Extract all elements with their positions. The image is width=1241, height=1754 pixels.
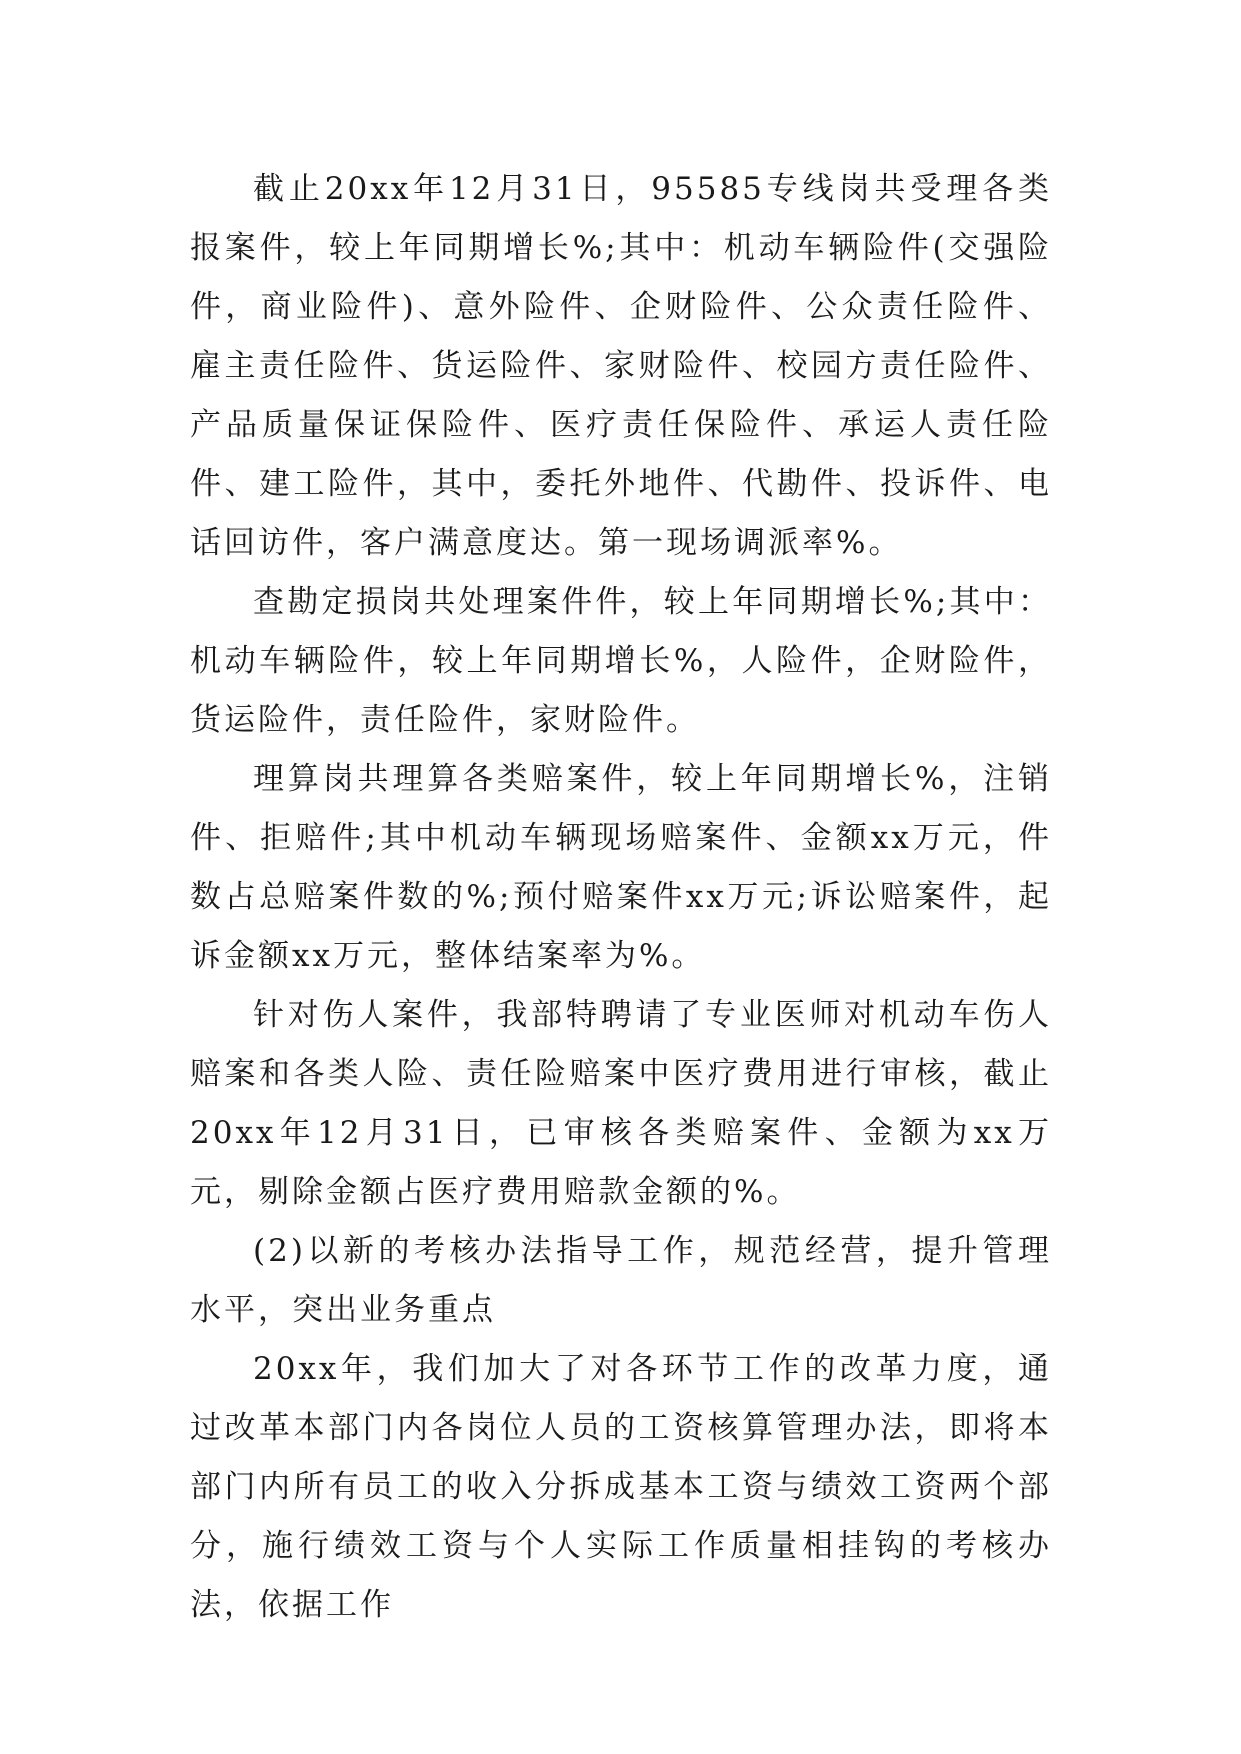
document-body: [190, 160, 1052, 1635]
paragraph-survey-loss: 查勘定损岗共处理案件件，较上年同期增长%;其中：机动车辆险件，较上年同期增长%，人险件，企财险件，货运险件，责任险件，家财险件。: [190, 584, 1052, 738]
section-heading-2: (2)以新的考核办法指导工作，规范经营，提升管理水平，突出业务重点: [190, 1233, 1052, 1328]
paragraph-reform: 20xx年，我们加大了对各环节工作的改革力度，通过改革本部门内各岗位人员的工资核算管理办法，即将本部门内所有员工的收入分拆成基本工资与绩效工资两个部分，施行绩效工资与个人实际工作质量相挂钩的考核办法，依据工作: [190, 1351, 1052, 1623]
paragraph-injury-cases: 针对伤人案件，我部特聘请了专业医师对机动车伤人赔案和各类人险、责任险赔案中医疗费用进行审核，截止20xx年12月31日，已审核各类赔案件、金额为xx万元，剔除金额占医疗费用赔款金额的%。: [190, 997, 1052, 1210]
paragraph-95585-hotline: 截止20xx年12月31日，95585专线岗共受理各类报案件，较上年同期增长%;其中：机动车辆险件(交强险件，商业险件)、意外险件、企财险件、公众责任险件、雇主责任险件、货运险件、家财险件、校园方责任险件、产品质量保证保险件、医疗责任保险件、承运人责任险件、建工险件，其中，委托外地件、代勘件、投诉件、电话回访件，客户满意度达。第一现场调派率%。: [190, 171, 1052, 561]
paragraph-claims-adjustment: 理算岗共理算各类赔案件，较上年同期增长%，注销件、拒赔件;其中机动车辆现场赔案件、金额xx万元，件数占总赔案件数的%;预付赔案件xx万元;诉讼赔案件，起诉金额xx万元，整体结案率为%。: [190, 761, 1052, 974]
